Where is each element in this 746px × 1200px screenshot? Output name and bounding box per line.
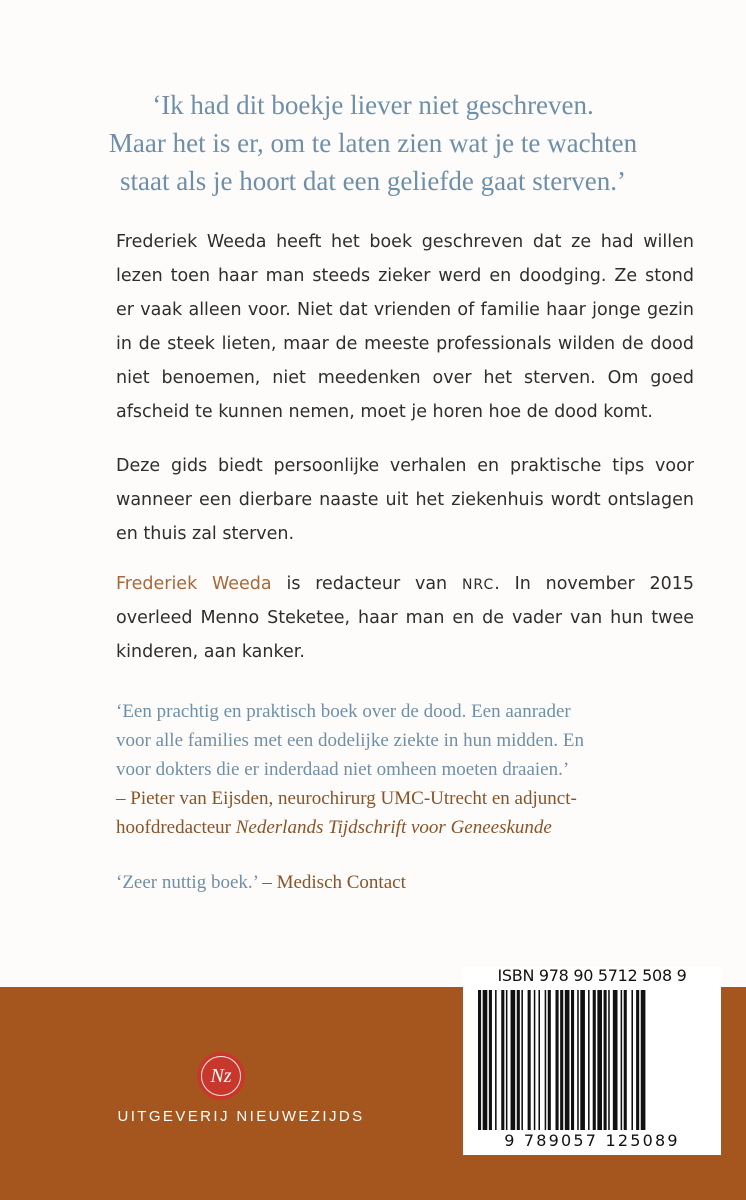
barcode-icon <box>478 990 704 1130</box>
paragraph-line: lezen toen haar man steeds zieker werd en doodging. Ze stond <box>116 266 694 286</box>
paragraph-line: niet benoemen, niet meedenken over het sterven. Om goed <box>116 368 694 388</box>
barcode-bar <box>571 990 574 1130</box>
paragraph-line: er vaak alleen voor. Niet dat vrienden of familie haar jonge gezin <box>116 300 694 320</box>
barcode-bar <box>483 990 488 1130</box>
barcode-bar <box>560 990 563 1130</box>
publisher-name: UITGEVERIJ NIEUWEZIJDS <box>117 1108 365 1125</box>
barcode-bar <box>631 990 633 1130</box>
review-attribution: – Pieter van Eijsden, neurochirurg UMC-Utrecht en adjunct- <box>116 788 577 809</box>
author-bio-line <box>116 567 694 601</box>
guide-paragraph <box>116 449 694 551</box>
author-bio-text: . In november 2015 <box>494 574 694 594</box>
short-review <box>116 868 706 897</box>
barcode-bar <box>608 990 610 1130</box>
barcode-bar <box>577 990 579 1130</box>
paragraph-line: wanneer een dierbare naaste uit het ziekenhuis wordt ontslagen <box>116 490 694 510</box>
barcode-bar <box>613 990 618 1130</box>
attribution-text: hoofdredacteur <box>116 817 236 838</box>
short-review-quote: ‘Zeer nuttig boek.’ <box>116 872 258 893</box>
pull-quote-line: Maar het is er, om te laten zien wat je te wachten <box>108 128 638 158</box>
barcode-bar <box>521 990 523 1130</box>
barcode-bar <box>538 990 540 1130</box>
publisher-logo <box>197 1052 245 1100</box>
author-bio-text: is redacteur van <box>271 574 462 594</box>
barcode-bar <box>597 990 602 1130</box>
review-line: voor dokters die er inderdaad niet omheen moeten draaien.’ <box>116 759 570 780</box>
paragraph-line: in de steek lieten, maar de meeste professionals wilden de dood <box>116 334 694 354</box>
pull-quote <box>60 86 686 200</box>
barcode-bar <box>565 990 570 1130</box>
barcode-bar <box>511 990 516 1130</box>
nrc-text: NRC <box>461 577 495 593</box>
barcode-bar <box>517 990 520 1130</box>
barcode-bar <box>641 990 646 1130</box>
review-quote <box>116 697 706 842</box>
barcode-bar <box>495 990 497 1130</box>
author-bio-line: kinderen, aan kanker. <box>116 642 305 662</box>
review-attribution <box>116 813 706 842</box>
barcode-bar <box>534 990 536 1130</box>
author-name: Frederiek Weeda <box>116 574 272 594</box>
barcode-bar <box>478 990 481 1130</box>
barcode-bar <box>580 990 585 1130</box>
paragraph-line: en thuis zal sterven. <box>116 524 295 544</box>
paragraph-line: afscheid te kunnen nemen, moet je horen hoe de dood komt. <box>116 402 653 422</box>
description-paragraph <box>116 225 694 429</box>
short-review-line <box>116 868 706 897</box>
barcode-bar <box>624 990 627 1130</box>
paragraph-line: Deze gids biedt persoonlijke verhalen en praktische tips voor <box>116 456 694 476</box>
barcode-bar <box>548 990 551 1130</box>
nz-logo-icon: Nz <box>201 1056 241 1096</box>
isbn-label: ISBN 978 90 5712 508 9 <box>497 966 687 985</box>
barcode-bar <box>489 990 492 1130</box>
pull-quote-line: staat als je hoort dat een geliefde gaat sterven.’ <box>119 166 627 196</box>
pull-quote-line: ‘Ik had dit boekje liever niet geschreven. <box>152 90 594 120</box>
author-bio <box>116 567 694 669</box>
barcode-bar <box>545 990 547 1130</box>
review-line: voor alle families met een dodelijke ziekte in hun midden. En <box>116 730 584 751</box>
barcode-bar <box>556 990 559 1130</box>
barcode-bar <box>528 990 531 1130</box>
short-review-source: – Medisch Contact <box>257 872 406 893</box>
barcode-bar <box>636 990 639 1130</box>
review-line: ‘Een prachtig en praktisch boek over de dood. Een aanrader <box>116 701 571 722</box>
barcode-bar <box>593 990 596 1130</box>
barcode-bar <box>621 990 623 1130</box>
paragraph-line: Frederiek Weeda heeft het boek geschreven dat ze had willen <box>116 232 694 252</box>
barcode-bar <box>501 990 504 1130</box>
barcode-digits: 9 789057 125089 <box>504 1131 680 1150</box>
barcode-bar <box>604 990 607 1130</box>
barcode-bar <box>506 990 508 1130</box>
author-bio-line: overleed Menno Steketee, haar man en de vader van hun twee <box>116 608 694 628</box>
journal-title: Nederlands Tijdschrift voor Geneeskunde <box>235 817 552 838</box>
barcode-bar <box>588 990 590 1130</box>
